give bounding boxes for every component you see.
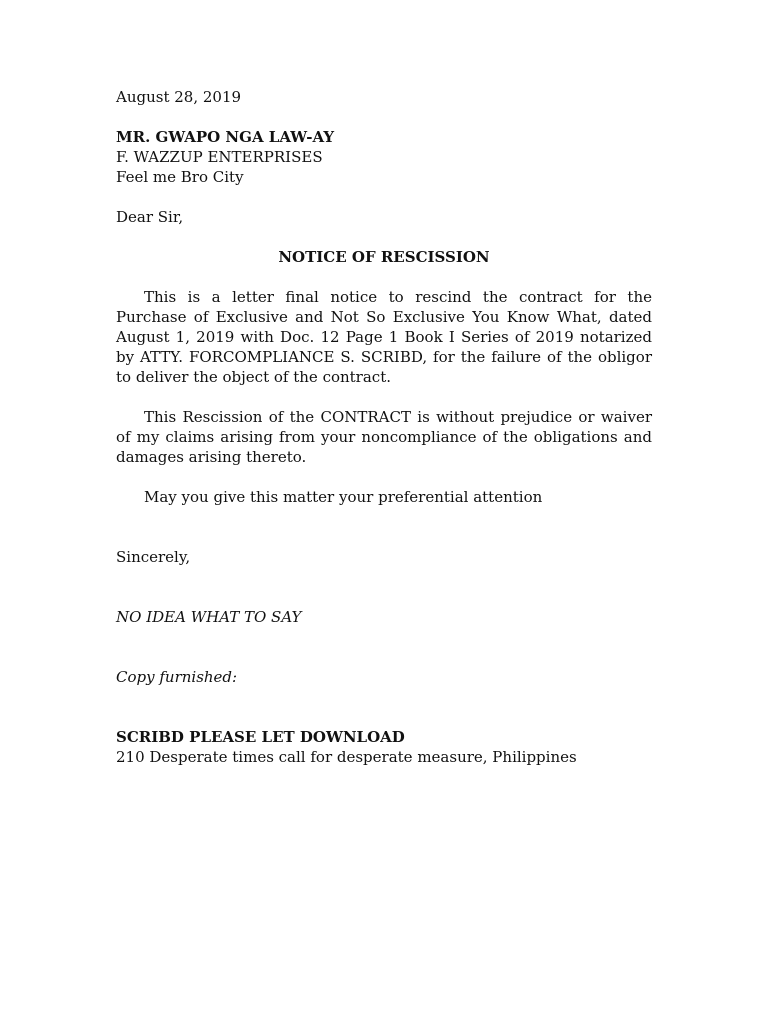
recipient-name: MR. GWAPO NGA LAW-AY [116, 128, 335, 146]
closing: Sincerely, [116, 548, 191, 566]
copy-furnished-label: Copy furnished: [116, 668, 238, 686]
paragraph-without-prejudice: This Rescission of the CONTRACT is without prejudice or waiver of my claims arising from your noncompliance of the obligations and damages arising thereto. [116, 408, 652, 466]
salutation: Dear Sir, [116, 208, 184, 226]
letter-body [116, 87, 652, 767]
signature-name: NO IDEA WHAT TO SAY [116, 608, 302, 626]
copy-recipient-address: 210 Desperate times call for desperate measure, Philippines [116, 748, 577, 766]
paragraph-attention: May you give this matter your preferential attention [144, 488, 543, 506]
letter-title: NOTICE OF RESCISSION [278, 248, 490, 266]
copy-recipient-name: SCRIBD PLEASE LET DOWNLOAD [116, 728, 405, 746]
recipient-city: Feel me Bro City [116, 168, 244, 186]
recipient-company: F. WAZZUP ENTERPRISES [116, 148, 323, 166]
letter-date: August 28, 2019 [116, 88, 242, 106]
paragraph-rescind-notice: This is a letter final notice to rescind the contract for the Purchase of Exclusive and Not So Exclusive You Know What, dated August 1, 2019 with Doc. 12 Page 1 Book I Series of 2019 notarized by ATTY. FORCOMPLIANCE S. SCRIBD, for the failure of the obligor to deliver the object of the contract. [116, 288, 652, 386]
